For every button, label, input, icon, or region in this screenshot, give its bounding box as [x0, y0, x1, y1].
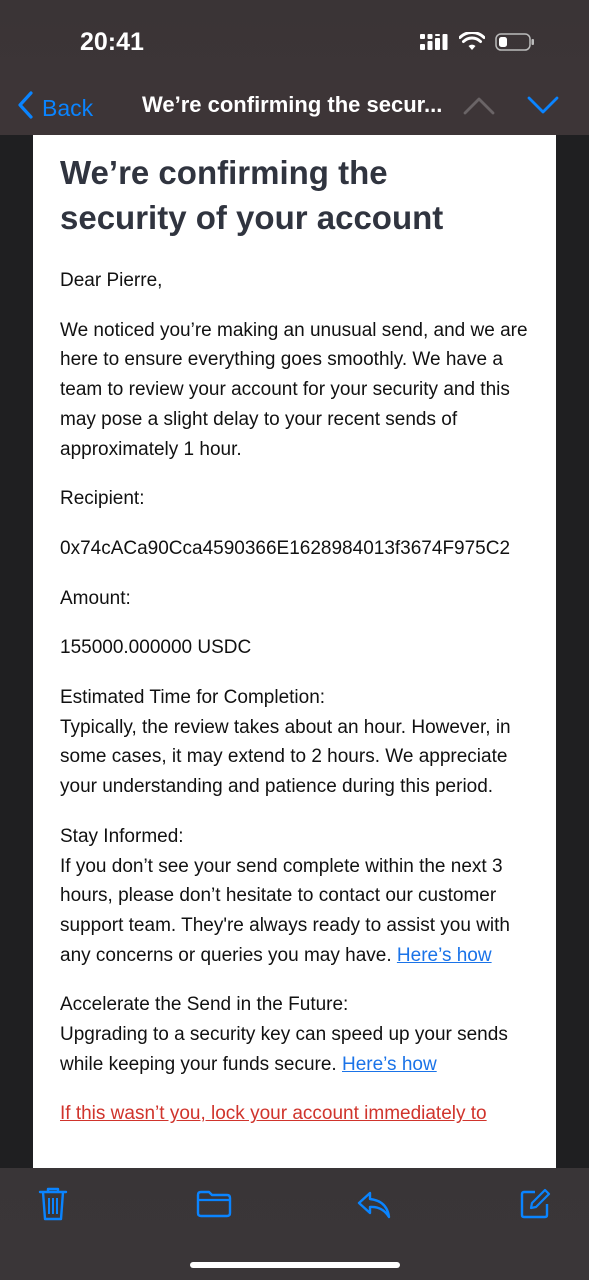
- accelerate-text: [60, 1020, 529, 1079]
- cellular-signal-icon: [419, 33, 449, 56]
- amount-label: Amount:: [60, 587, 131, 609]
- accelerate-link[interactable]: Here’s how: [342, 1053, 437, 1075]
- stay-informed-text: [60, 852, 529, 971]
- compose-button[interactable]: [519, 1188, 551, 1225]
- reply-icon: [356, 1207, 392, 1224]
- battery-icon: [495, 32, 535, 57]
- eta-heading: Estimated Time for Completion:: [60, 687, 326, 709]
- nav-title: We’re confirming the secur...: [142, 92, 443, 117]
- trash-icon: [38, 1209, 68, 1226]
- chevron-up-icon: [462, 103, 496, 120]
- greeting: Dear Pierre,: [60, 270, 163, 291]
- recipient-address: 0x74cACa90Cca4590366E1628984013f3674F975C2: [60, 537, 511, 559]
- stay-informed-heading: Stay Informed:: [60, 825, 184, 847]
- home-indicator[interactable]: [190, 1262, 400, 1268]
- accelerate-body: Upgrading to a security key can speed up your sends while keeping your funds secure.: [60, 1024, 508, 1075]
- stay-informed-link[interactable]: Here’s how: [396, 944, 492, 966]
- recipient-label: Recipient:: [60, 488, 145, 510]
- lock-account-warning[interactable]: If this wasn’t you, lock your account immediately to: [60, 1103, 487, 1125]
- move-to-folder-button[interactable]: [196, 1190, 232, 1223]
- side-margin-left: [0, 135, 33, 1170]
- intro-paragraph: We noticed you’re making an unusual send, and we are here to ensure everything goes smoothly. We have a team to review your account for your security and this may pose a slight delay to your recent sends of approximately 1 hour.: [60, 319, 528, 460]
- trash-button[interactable]: [38, 1186, 68, 1227]
- status-bar: [0, 0, 589, 80]
- back-label: Back: [42, 94, 94, 121]
- reply-button[interactable]: [356, 1190, 392, 1225]
- compose-icon: [519, 1207, 551, 1224]
- email-title: We’re confirming the security of your account: [60, 154, 444, 236]
- next-message-button[interactable]: [526, 94, 560, 121]
- chevron-down-icon: [526, 103, 560, 120]
- accelerate-heading: Accelerate the Send in the Future:: [60, 994, 349, 1016]
- folder-icon: [196, 1205, 232, 1222]
- stay-informed-body: If you don’t see your send complete within the next 3 hours, please don’t hesitate to contact our customer support team. They're always ready to assist you with any concerns or queries you may have.: [60, 855, 510, 966]
- wifi-icon: [459, 32, 485, 57]
- eta-text: Typically, the review takes about an hour. However, in some cases, it may extend to 2 hours. We appreciate your understanding and patience during this period.: [60, 716, 511, 798]
- previous-message-button[interactable]: [462, 94, 496, 121]
- email-body[interactable]: [33, 135, 556, 1170]
- back-button[interactable]: [16, 90, 93, 126]
- amount-value: 155000.000000 USDC: [60, 637, 252, 659]
- status-icons: [419, 32, 535, 57]
- chevron-left-icon: [16, 90, 42, 126]
- status-time: 20:41: [80, 28, 144, 56]
- nav-bar: [0, 80, 589, 135]
- side-margin-right: [556, 135, 589, 1170]
